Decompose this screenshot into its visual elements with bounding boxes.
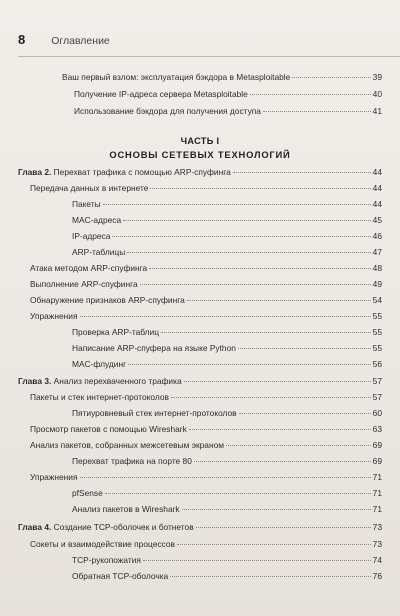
toc-entry	[30, 293, 382, 308]
toc-entry-label: Выполнение ARP-спуфинга	[30, 279, 138, 289]
chapter-label	[18, 374, 182, 389]
dot-leader	[171, 397, 371, 398]
dot-leader	[149, 268, 371, 269]
toc-entry-page: 71	[372, 504, 382, 514]
dot-leader	[177, 544, 371, 545]
dot-leader	[140, 284, 371, 285]
toc-entry-page: 48	[372, 263, 382, 273]
chapter-label	[18, 165, 231, 180]
toc-entry-page: 47	[372, 247, 382, 257]
toc-entry	[30, 390, 382, 405]
toc-entry-label: Получение IP-адреса сервера Metasploitable	[74, 89, 248, 99]
toc-entry-label: Пакеты и стек интернет-протоколов	[30, 392, 169, 402]
dot-leader	[105, 493, 371, 494]
toc-entry-page: 57	[372, 376, 382, 386]
toc-entry-page: 69	[372, 440, 382, 450]
page-number: 8	[18, 32, 26, 47]
dot-leader	[187, 300, 371, 301]
chapter-title: Анализ перехваченного трафика	[51, 376, 182, 386]
part-number: ЧАСТЬ I	[180, 136, 220, 146]
toc-entry-page: 40	[372, 89, 382, 99]
toc-entry-page: 49	[372, 279, 382, 289]
toc-entry-label: Использование бэкдора для получения доступа	[74, 106, 261, 116]
chapter-label	[18, 520, 194, 535]
toc-entry-label: Проверка ARP-таблиц	[72, 327, 160, 337]
toc-entry-label: Анализ пакетов, собранных межсетевым экраном	[30, 440, 225, 450]
toc-entry-page: 55	[372, 343, 382, 353]
toc-entry	[30, 438, 382, 453]
dot-leader	[238, 348, 371, 349]
toc-entry-page: 73	[372, 522, 382, 532]
dot-leader	[196, 527, 371, 528]
toc-entry-page: 46	[372, 231, 382, 241]
toc-entry-label: Передача данных в интернете	[30, 183, 149, 193]
toc-entry	[30, 422, 382, 437]
toc-entry-page: 57	[372, 392, 382, 402]
toc-entry	[72, 245, 382, 260]
dot-leader	[123, 220, 371, 221]
toc-entry-page: 69	[372, 456, 382, 466]
toc-entry	[72, 454, 382, 469]
toc-entry-label: Перехват трафика на порте 80	[72, 456, 192, 466]
dot-leader	[80, 316, 371, 317]
toc-entry	[72, 197, 382, 212]
toc-entry-label: Анализ пакетов в Wireshark	[72, 504, 180, 514]
toc-entry	[72, 569, 382, 584]
toc-entry-label: Пятиуровневый стек интернет-протоколов	[72, 408, 237, 418]
toc-entry-label: Атака методом ARP-спуфинга	[30, 263, 148, 273]
chapter-title: Перехват трафика с помощью ARP-спуфинга	[51, 167, 231, 177]
toc-entry	[30, 470, 382, 485]
toc-entry	[72, 213, 382, 228]
dot-leader	[182, 509, 371, 510]
toc-entry-page: 74	[372, 555, 382, 565]
dot-leader	[170, 576, 370, 577]
toc-entry-label: Написание ARP-спуфера на языке Python	[72, 343, 236, 353]
toc-entry	[72, 229, 382, 244]
toc-entry-page: 44	[372, 167, 382, 177]
toc-entry-label: Упражнения	[30, 311, 78, 321]
dot-leader	[263, 111, 371, 112]
toc-entry	[74, 87, 382, 102]
chapter-number: Глава 4.	[18, 522, 52, 532]
toc-entry-label: Обнаружение признаков ARP-спуфинга	[30, 295, 185, 305]
dot-leader	[80, 477, 371, 478]
toc-entry-label: Упражнения	[30, 472, 78, 482]
running-title: Оглавление	[51, 35, 110, 47]
toc-entry-page: 54	[372, 295, 382, 305]
dot-leader	[239, 413, 371, 414]
toc-entry	[30, 309, 382, 324]
dot-leader	[112, 236, 370, 237]
toc-entry-page: 39	[372, 72, 382, 82]
toc-entry-page: 41	[372, 106, 382, 116]
dot-leader	[128, 364, 371, 365]
part-title: ОСНОВЫ СЕТЕВЫХ ТЕХНОЛОГИЙ	[109, 149, 291, 160]
toc-entry	[72, 486, 382, 501]
toc-entry-label: Просмотр пакетов с помощью Wireshark	[30, 424, 187, 434]
toc-entry-page: 55	[372, 311, 382, 321]
dot-leader	[150, 188, 370, 189]
toc-entry-label: MAC-адреса	[72, 215, 122, 225]
toc-entry-label: Сокеты и взаимодействие процессов	[30, 539, 175, 549]
toc-entry-label: Пакеты	[72, 199, 101, 209]
dot-leader	[194, 461, 371, 462]
toc-entry-label: IP-адреса	[72, 231, 111, 241]
toc-entry	[30, 537, 382, 552]
toc-entry	[74, 104, 382, 119]
toc-chapter	[18, 374, 382, 389]
toc-entry-page: 55	[372, 327, 382, 337]
toc-entry	[72, 357, 382, 372]
toc-entry-label: MAC-флудинг	[72, 359, 127, 369]
toc-entry-page: 63	[372, 424, 382, 434]
toc-chapter	[18, 165, 382, 180]
toc-entry-page: 71	[372, 472, 382, 482]
toc-entry	[30, 261, 382, 276]
dot-leader	[127, 252, 370, 253]
toc-entry	[72, 325, 382, 340]
toc-entry-label: ARP-таблицы	[72, 247, 126, 257]
dot-leader	[184, 381, 371, 382]
toc-entry-page: 56	[372, 359, 382, 369]
dot-leader	[233, 172, 371, 173]
chapter-title: Создание TCP-оболочек и ботнетов	[51, 522, 194, 532]
toc-entry-page: 73	[372, 539, 382, 549]
toc-entry	[72, 553, 382, 568]
dot-leader	[292, 77, 370, 78]
dot-leader	[103, 204, 371, 205]
toc-entry-label: Ваш первый взлом: эксплуатация бэкдора в Metasploitable	[62, 72, 291, 82]
dot-leader	[143, 560, 371, 561]
toc-entry-page: 44	[372, 199, 382, 209]
toc-entry-page: 71	[372, 488, 382, 498]
toc-entry-page: 76	[372, 571, 382, 581]
toc-entry-page: 45	[372, 215, 382, 225]
toc-entry	[72, 341, 382, 356]
toc-entry-label: pfSense	[72, 488, 103, 498]
toc-entry	[30, 181, 382, 196]
dot-leader	[189, 429, 371, 430]
toc-entry-page: 60	[372, 408, 382, 418]
toc-entry-page: 44	[372, 183, 382, 193]
toc-entry	[62, 70, 382, 85]
chapter-number: Глава 2.	[18, 167, 52, 177]
chapter-number: Глава 3.	[18, 376, 52, 386]
toc-entry	[72, 502, 382, 517]
toc-entry-label: Обратная TCP-оболочка	[72, 571, 169, 581]
toc-entry	[72, 406, 382, 421]
toc-entry-label: TCP-рукопожатия	[72, 555, 141, 565]
dot-leader	[226, 445, 371, 446]
toc-entry	[30, 277, 382, 292]
toc-chapter	[18, 520, 382, 535]
dot-leader	[250, 94, 371, 95]
dot-leader	[161, 332, 371, 333]
